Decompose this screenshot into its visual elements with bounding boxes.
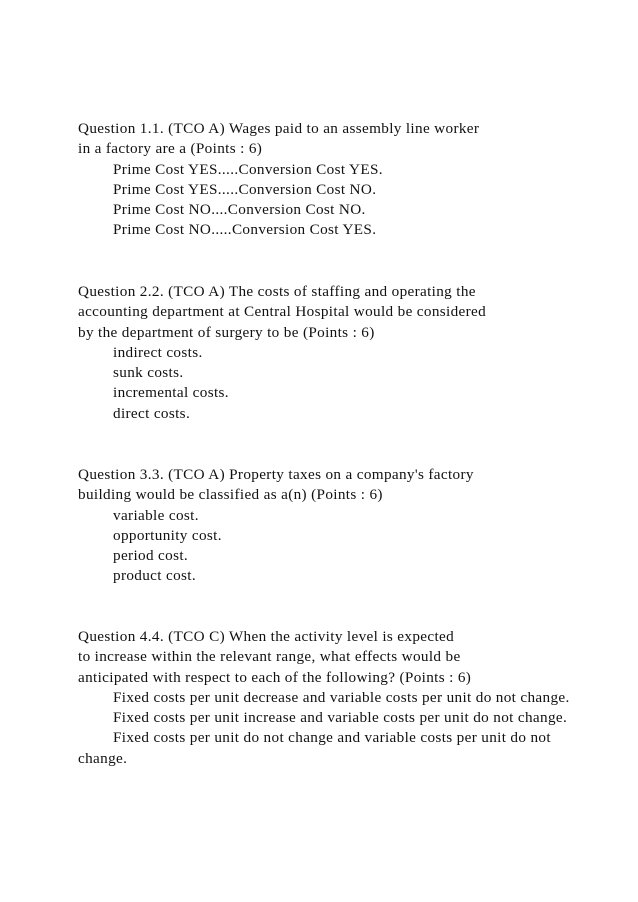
question-3-option-3: period cost.	[113, 547, 189, 565]
question-3-option-1: variable cost.	[113, 506, 199, 524]
question-2-option-1: indirect costs.	[113, 343, 203, 361]
question-2-options	[78, 343, 578, 424]
question-4-option-3: Fixed costs per unit do not change and variable costs per unit do not change.	[78, 729, 551, 767]
question-3-option-4: product cost.	[113, 567, 197, 585]
question-2-option-2: sunk costs.	[113, 364, 184, 382]
question-2-text: Question 2.2. (TCO A) The costs of staffing and operating the accounting department at Central Hospital would be considered by the department of surgery to be (Points : 6)	[78, 283, 487, 341]
question-3-options	[78, 506, 578, 587]
question-1-option-4: Prime Cost NO.....Conversion Cost YES.	[113, 221, 377, 239]
question-4-option-2: Fixed costs per unit increase and variable costs per unit do not change.	[113, 709, 568, 727]
question-2-option-3: incremental costs.	[113, 384, 229, 402]
question-3-option-2: opportunity cost.	[113, 526, 222, 544]
question-2	[78, 282, 578, 424]
question-3	[78, 465, 578, 587]
question-1-text: Question 1.1. (TCO A) Wages paid to an assembly line worker in a factory are a (Points : 6)	[78, 120, 480, 158]
question-1-option-2: Prime Cost YES.....Conversion Cost NO.	[113, 180, 377, 198]
question-1-option-3: Prime Cost NO....Conversion Cost NO.	[113, 201, 366, 219]
question-1	[78, 119, 578, 241]
question-4-text: Question 4.4. (TCO C) When the activity level is expected to increase within the relevant range, what effects would be anticipated with respect to each of the following? (Points : 6)	[78, 628, 472, 686]
question-4-option-1: Fixed costs per unit decrease and variable costs per unit do not change.	[113, 688, 570, 706]
question-4-options	[78, 688, 578, 769]
question-1-options	[78, 160, 578, 241]
question-3-text: Question 3.3. (TCO A) Property taxes on a company's factory building would be classified as a(n) (Points : 6)	[78, 466, 474, 504]
question-2-option-4: direct costs.	[113, 404, 191, 422]
question-4	[78, 627, 578, 769]
question-1-option-1: Prime Cost YES.....Conversion Cost YES.	[113, 160, 383, 178]
